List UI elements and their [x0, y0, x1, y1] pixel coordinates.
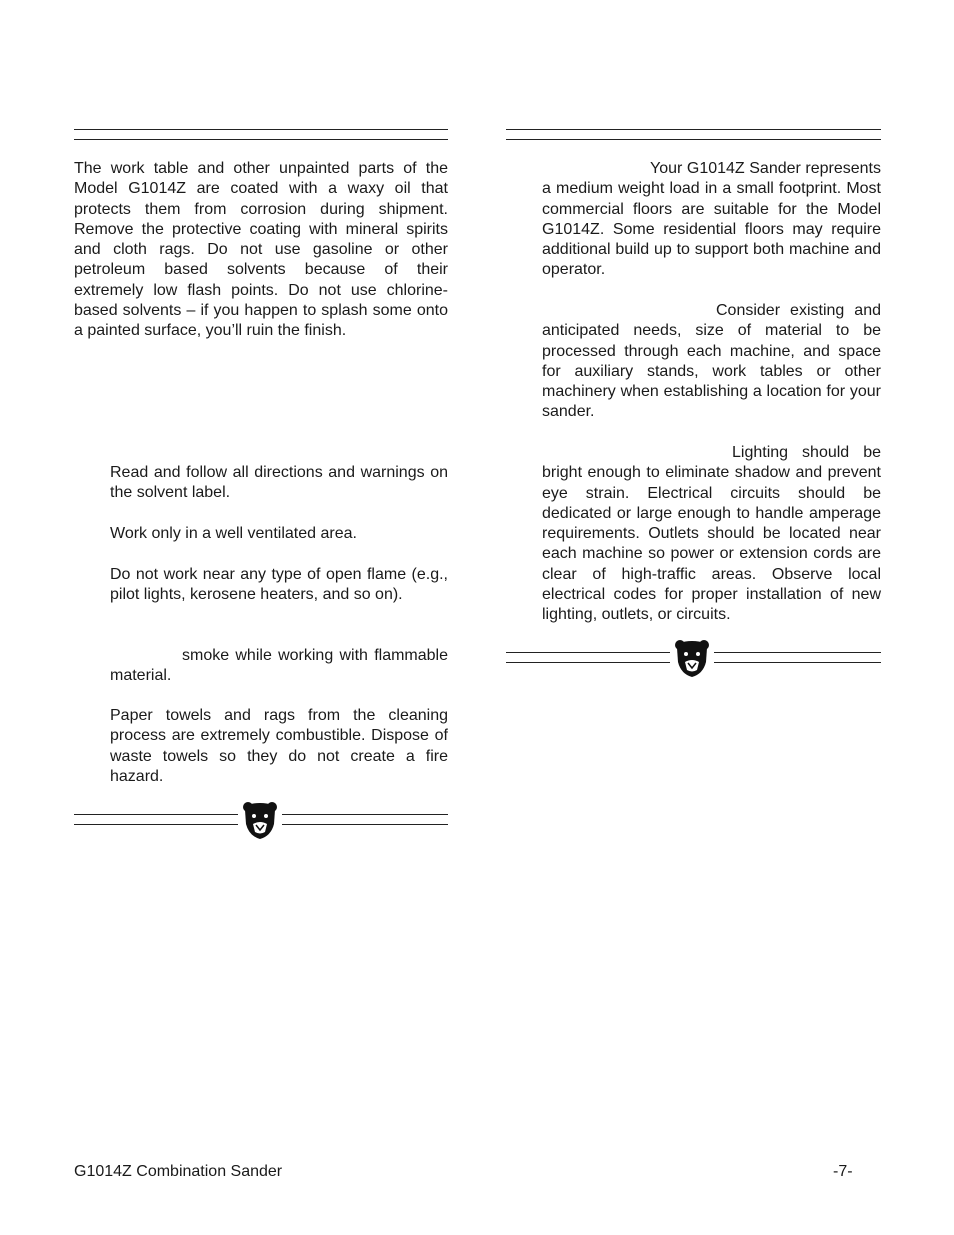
list-item: smoke while working with flammable material.: [110, 647, 448, 685]
section-header-rule: [74, 129, 448, 140]
bear-logo-icon: [241, 800, 279, 840]
footer-title: G1014Z Combination Sander: [74, 1163, 283, 1180]
bear-logo-icon: [673, 638, 711, 678]
section-end-rule: [74, 800, 448, 840]
floor-load-paragraph: Your G1014Z Sander represents a medium weight load in a small footprint. Most commercial floors are suitable for the Model G1014Z. Some residential floors may require additional build up to support both machine and operator.: [542, 160, 881, 279]
list-item: Work only in a well ventilated area.: [110, 525, 357, 542]
section-end-rule: [506, 638, 881, 678]
page-number: -7-: [833, 1163, 853, 1180]
list-item: Do not work near any type of open flame (e.g., pilot lights, kerosene heaters, and so on).: [110, 566, 448, 604]
lighting-outlets-paragraph: Lighting should be bright enough to eliminate shadow and prevent eye strain. Electrical circuits should be dedicated or large enough to handle amperage requirements. Outlets should be located near each machine so power or extension cords are clear of high-traffic areas. Observe local electrical codes for proper installation of new lighting, outlets, or circuits.: [542, 444, 881, 623]
intro-paragraph: The work table and other unpainted parts of the Model G1014Z are coated with a waxy oil that protects them from corrosion during shipment. Remove the protective coating with mineral spirits and cloth rags. Do not use gasoline or other petroleum based solvents because of their extremely low flash points. Do not use chlorine-based solvents – if you happen to splash some onto a painted surface, you’ll ruin the finish.: [74, 160, 448, 339]
list-item: Paper towels and rags from the cleaning process are extremely combustible. Dispose of waste towels so they do not create a fire hazard.: [110, 707, 448, 785]
section-header-rule: [506, 129, 881, 140]
working-clearances-paragraph: Consider existing and anticipated needs, size of material to be processed through each machine, and space for auxiliary stands, work tables or other machinery when establishing a location for your sander.: [542, 302, 881, 421]
list-item: Read and follow all directions and warnings on the solvent label.: [110, 464, 448, 502]
